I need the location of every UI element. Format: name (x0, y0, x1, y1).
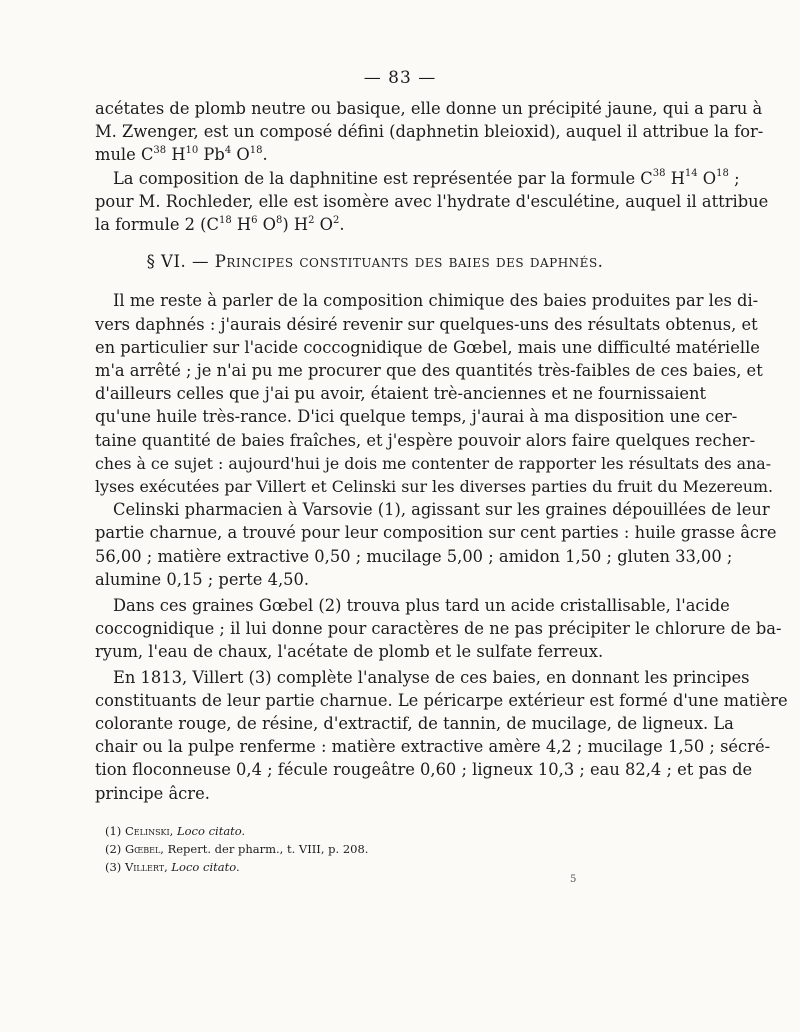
paragraph-intro (95, 289, 773, 498)
formula-line: la formule 2 ($C^{18}$ $H^6$ $O^8$) $H^2$ $O^2$. (95, 214, 345, 235)
section-heading: § VI. — Principes constituants des baies des daphnés. (146, 252, 604, 272)
paragraph-celinski (95, 498, 777, 591)
text-line: alumine 0,15 ; perte 4,50. (95, 569, 310, 589)
text-line: d'ailleurs celles que j'ai pu avoir, étaient trè-anciennes et ne fournissaient (95, 384, 707, 404)
text-line: partie charnue, a trouvé pour leur composition sur cent parties : huile grasse âcre (95, 523, 777, 543)
footnote: (1) Celinski, Loco citato. (105, 824, 246, 838)
paragraph-villert (95, 666, 788, 805)
paragraph-goebel (95, 594, 782, 664)
text-line: qu'une huile très-rance. D'ici quelque temps, j'aurai à ma disposition une cer- (95, 407, 738, 427)
body-text (95, 97, 788, 805)
text-line: 56,00 ; matière extractive 0,50 ; mucilage 5,00 ; amidon 1,50 ; gluten 33,00 ; (95, 546, 733, 566)
text-line: Dans ces graines Gœbel (2) trouva plus tard un acide cristallisable, l'acide (113, 596, 730, 616)
footnote: (3) Villert, Loco citato. (105, 860, 240, 874)
text-line: Il me reste à parler de la composition chimique des baies produites par les di- (113, 291, 759, 311)
section-number: § VI. (146, 252, 187, 272)
formula-line: mule $C^{38}$ $H^{10}$ Pb$^4$ $O^{18}$. (95, 144, 268, 165)
text-line: pour M. Rochleder, elle est isomère avec l'hydrate d'esculétine, auquel il attribue (95, 191, 769, 211)
text-line: tion floconneuse 0,4 ; fécule rougeâtre 0,60 ; ligneux 10,3 ; eau 82,4 ; et pas de (95, 760, 753, 780)
paragraph-daphnitine (95, 167, 769, 237)
text-line: m'a arrêté ; je n'ai pu me procurer que des quantités très-faibles de ces baies, et (95, 361, 763, 381)
text-line: taine quantité de baies fraîches, et j'espère pouvoir alors faire quelques recher- (95, 430, 756, 450)
footnotes (105, 822, 605, 876)
signature-mark: 5 (570, 874, 577, 885)
text-line: coccognidique ; il lui donne pour caractères de ne pas précipiter le chlorure de ba- (95, 619, 782, 639)
text-line: En 1813, Villert (3) complète l'analyse de ces baies, en donnant les principes (113, 667, 750, 687)
section-title: Principes constituants des baies des daphnés. (214, 252, 604, 272)
text-line: en particulier sur l'acide coccognidique de Gœbel, mais une difficulté matérielle (95, 337, 760, 357)
text-line: lyses exécutées par Villert et Celinski sur les diverses parties du fruit du Mezereum. (95, 477, 773, 497)
text-line: Celinski pharmacien à Varsovie (1), agissant sur les graines dépouillées de leur (113, 500, 770, 520)
text-line: principe âcre. (95, 783, 210, 803)
text-line: ches à ce sujet : aujourd'hui je dois me contenter de rapporter les résultats des ana- (95, 453, 772, 473)
paragraph-continuation (95, 97, 764, 167)
text-line: vers daphnés : j'aurais désiré revenir sur quelques-uns des résultats obtenus, et (95, 314, 758, 334)
text-line: acétates de plomb neutre ou basique, elle donne un précipité jaune, qui a paru à (95, 99, 763, 118)
text-line: colorante rouge, de résine, d'extractif, de tannin, de mucilage, de ligneux. La (95, 714, 734, 734)
text-line: chair ou la pulpe renferme : matière extractive amère 4,2 ; mucilage 1,50 ; sécré- (95, 737, 771, 757)
page-number: — 83 — (363, 68, 437, 88)
text-line: constituants de leur partie charnue. Le péricarpe extérieur est formé d'une matière (95, 690, 788, 710)
footnote: (2) Gœbel, Repert. der pharm., t. VIII, p. 208. (105, 842, 369, 856)
text-line: ryum, l'eau de chaux, l'acétate de plomb et le sulfate ferreux. (95, 642, 604, 662)
formula-line: La composition de la daphnitine est représentée par la formule $C^{38}$ $H^{14}$ $O^{18}$ ; (113, 168, 740, 188)
text-line: M. Zwenger, est un composé défini (daphnetin bleioxid), auquel il attribue la for- (95, 122, 764, 142)
